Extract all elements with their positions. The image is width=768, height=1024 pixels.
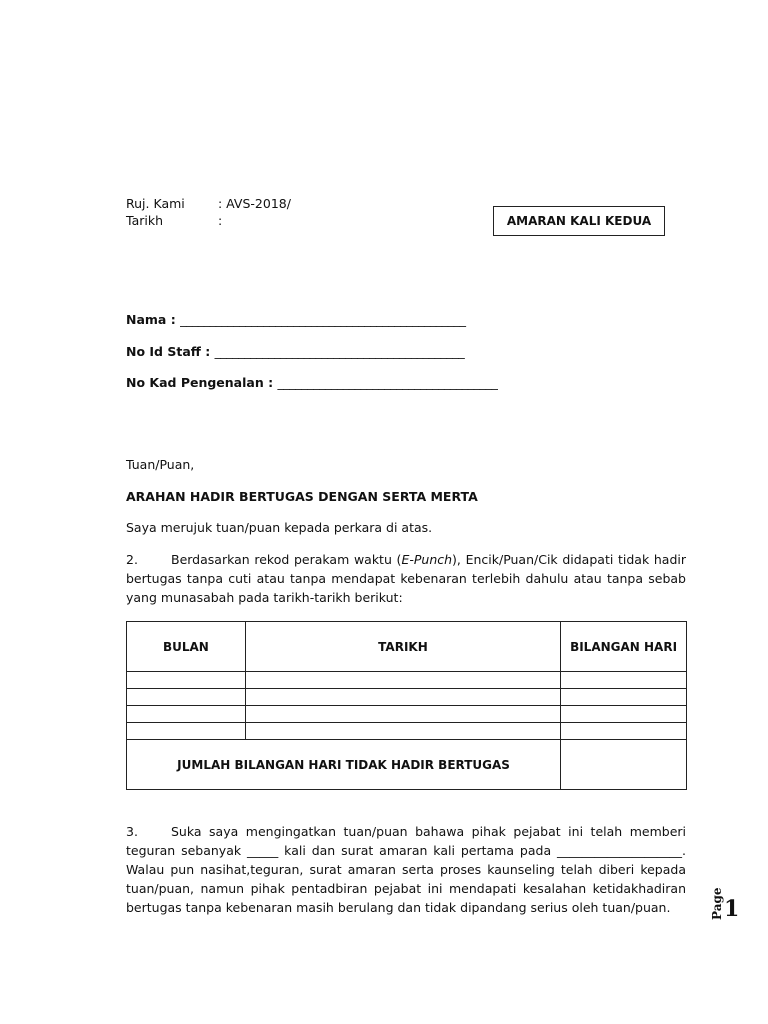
ref-value: : AVS-2018/ [218, 196, 291, 211]
table-cell[interactable] [245, 706, 560, 723]
salutation: Tuan/Puan, [126, 457, 195, 472]
table-cell[interactable] [127, 723, 246, 740]
table-cell[interactable] [127, 672, 246, 689]
page-marker [710, 887, 740, 946]
table-cell[interactable] [561, 723, 687, 740]
name-line: ________________________________________________ [180, 312, 466, 327]
table-cell[interactable] [127, 689, 246, 706]
paragraph-2-epunch: E-Punch [401, 552, 453, 567]
name-field [126, 312, 466, 327]
table-cell[interactable] [245, 689, 560, 706]
table-cell[interactable] [245, 672, 560, 689]
total-value[interactable] [561, 740, 687, 790]
intro-paragraph: Saya merujuk tuan/puan kepada perkara di atas. [126, 520, 433, 535]
date-value: : [218, 213, 223, 228]
paragraph-3-number: 3. [126, 824, 138, 839]
paragraph-3 [126, 822, 686, 917]
ic-field [126, 375, 498, 390]
ic-line: _____________________________________ [277, 375, 498, 390]
table-cell[interactable] [245, 723, 560, 740]
table-cell[interactable] [561, 706, 687, 723]
attendance-table [126, 621, 687, 790]
total-label: JUMLAH BILANGAN HARI TIDAK HADIR BERTUGAS [127, 740, 561, 790]
ref-label: Ruj. Kami [126, 196, 185, 211]
table-row [127, 689, 687, 706]
paragraph-2-text-a: Berdasarkan rekod perakam waktu ( [171, 552, 402, 567]
header-bilangan-hari: BILANGAN HARI [561, 622, 687, 672]
header-bulan: BULAN [127, 622, 246, 672]
table-row [127, 706, 687, 723]
staff-id-field [126, 344, 465, 359]
table-cell[interactable] [561, 689, 687, 706]
table-row [127, 672, 687, 689]
paragraph-3-text: Suka saya mengingatkan tuan/puan bahawa pihak pejabat ini telah memberi teguran sebanyak _____ kali dan surat amaran kali pertama pada ____________________. Walau pun nasihat,teguran, surat amaran serta proses kaunseling telah diberi kepada tuan/puan, namun pihak pentadbiran pejabat ini mendapati kesalahan ketidakhadiran bertugas tanpa kebenaran masih berulang dan tidak dipandang serius oleh tuan/puan. [126, 824, 686, 915]
staff-id-label: No Id Staff : [126, 344, 211, 359]
paragraph-2 [126, 550, 686, 607]
subject-heading: ARAHAN HADIR BERTUGAS DENGAN SERTA MERTA [126, 489, 478, 504]
table-header-row [127, 622, 687, 672]
table-row [127, 723, 687, 740]
paragraph-2-number: 2. [126, 552, 138, 567]
date-label: Tarikh [126, 213, 163, 228]
ic-label: No Kad Pengenalan : [126, 375, 274, 390]
table-total-row [127, 740, 687, 790]
table-cell[interactable] [127, 706, 246, 723]
name-label: Nama : [126, 312, 176, 327]
warning-title-box: AMARAN KALI KEDUA [493, 206, 665, 236]
page-label: Page [710, 887, 724, 920]
staff-id-line: __________________________________________ [214, 344, 465, 359]
page-number: 1 [724, 896, 740, 922]
table-cell[interactable] [561, 672, 687, 689]
header-tarikh: TARIKH [245, 622, 560, 672]
paragraph-2-text-b: ), Encik/Puan/Cik didapati tidak hadir bertugas tanpa cuti atau tanpa mendapat kebenaran terlebih dahulu atau tanpa sebab yang munasabah pada tarikh-tarikh berikut: [126, 552, 687, 605]
